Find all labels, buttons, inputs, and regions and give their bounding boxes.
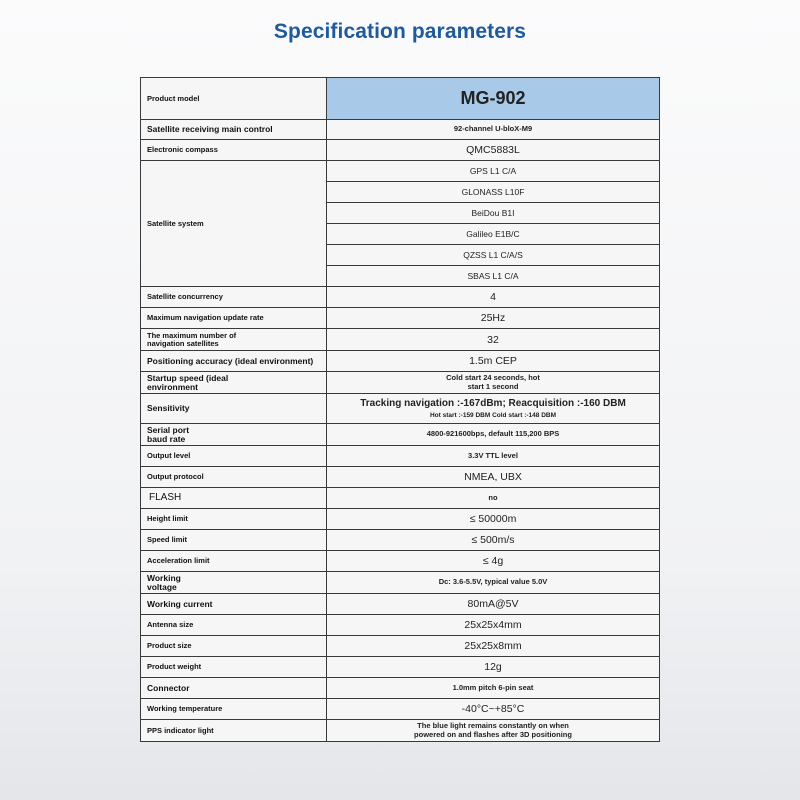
table-row [141,488,660,509]
table-row [141,424,660,446]
table-row [141,372,660,394]
row-label-satellite-system: Satellite system [141,161,327,287]
row-label-working-temperature: Working temperature [141,699,327,720]
row-label-output-protocol: Output protocol [141,467,327,488]
row-value-pps-light-line-1: The blue light remains constantly on when [417,721,569,731]
row-label-pps-light: PPS indicator light [141,720,327,742]
row-value-concurrency: 4 [327,287,660,308]
row-value-max-satellites: 32 [327,329,660,351]
table-row [141,551,660,572]
table-row [141,530,660,551]
row-label-product-model: Product model [141,78,327,120]
table-row [141,636,660,657]
row-label-working-voltage [141,572,327,594]
row-label-startup-speed-line-2: environment [147,381,199,392]
row-label-antenna-size: Antenna size [141,615,327,636]
row-value-flash: no [327,488,660,509]
row-label-baud-rate-line-2: baud rate [147,433,186,444]
row-value-output-protocol: NMEA, UBX [327,467,660,488]
table-row [141,78,660,120]
row-label-update-rate: Maximum navigation update rate [141,308,327,329]
row-value-product-size: 25x25x8mm [327,636,660,657]
row-value-startup-speed [327,372,660,394]
row-value-pps-light-line-2: powered on and flashes after 3D positioning [414,729,572,739]
row-value-satellite-qzss: QZSS L1 C/A/S [327,245,660,266]
row-value-product-weight: 12g [327,657,660,678]
row-value-working-voltage: Dc: 3.6-5.5V, typical value 5.0V [327,572,660,594]
row-label-sensitivity: Sensitivity [141,394,327,424]
row-value-sensitivity-start: Hot start :-159 DBM Cold start :-148 DBM [429,412,557,419]
table-row [141,140,660,161]
table-row [141,594,660,615]
row-label-max-satellites-line-1: The maximum number of [147,330,237,340]
row-value-antenna-size: 25x25x4mm [327,615,660,636]
row-label-startup-speed [141,372,327,394]
row-label-flash: FLASH [141,488,327,509]
row-value-satellite-glonass: GLONASS L10F [327,182,660,203]
table-row [141,699,660,720]
row-value-satellite-sbas: SBAS L1 C/A [327,266,660,287]
row-label-baud-rate-line-1: Serial port [147,424,190,435]
row-value-satellite-gps: GPS L1 C/A [327,161,660,182]
table-row [141,120,660,140]
row-value-output-level: 3.3V TTL level [327,446,660,467]
row-label-acceleration-limit: Acceleration limit [141,551,327,572]
row-label-output-level: Output level [141,446,327,467]
row-value-startup-speed-line-2: start 1 second [467,381,519,391]
row-value-pps-light [327,720,660,742]
row-label-working-current: Working current [141,594,327,615]
table-row [141,615,660,636]
row-value-sensitivity-tracking: Tracking navigation :-167dBm; Reacquisition :-160 DBM [360,398,626,409]
row-value-satellite-galileo: Galileo E1B/C [327,224,660,245]
table-row [141,720,660,742]
row-value-main-control: 92-channel U-bloX-M9 [327,120,660,140]
table-row [141,678,660,699]
row-value-baud-rate: 4800-921600bps, default 115,200 BPS [327,424,660,446]
table-row [141,657,660,678]
row-value-update-rate: 25Hz [327,308,660,329]
table-row [141,509,660,530]
row-value-working-temperature: -40°C~+85°C [327,699,660,720]
row-value-accuracy: 1.5m CEP [327,351,660,372]
table-row [141,287,660,308]
row-label-product-weight: Product weight [141,657,327,678]
row-label-connector: Connector [141,678,327,699]
table-row [141,351,660,372]
row-value-acceleration-limit: ≤ 4g [327,551,660,572]
row-label-baud-rate [141,424,327,446]
table-row [141,467,660,488]
row-value-startup-speed-line-1: Cold start 24 seconds, hot [446,373,540,383]
row-label-speed-limit: Speed limit [141,530,327,551]
row-label-working-voltage-line-1: Working [147,572,181,583]
page-title: Specification parameters [273,20,527,43]
row-value-height-limit: ≤ 50000m [327,509,660,530]
row-label-max-satellites [141,329,327,351]
table-row [141,308,660,329]
table-row [141,446,660,467]
row-label-concurrency: Satellite concurrency [141,287,327,308]
row-label-product-size: Product size [141,636,327,657]
row-label-accuracy: Positioning accuracy (ideal environment) [141,351,327,372]
row-label-height-limit: Height limit [141,509,327,530]
row-value-product-model: MG-902 [327,78,660,120]
row-label-working-voltage-line-2: voltage [147,581,177,592]
row-value-sensitivity [327,394,660,424]
row-label-main-control: Satellite receiving main control [141,120,327,140]
table-row [141,572,660,594]
row-value-working-current: 80mA@5V [327,594,660,615]
row-label-startup-speed-line-1: Startup speed (ideal [147,372,229,383]
row-label-max-satellites-line-2: navigation satellites [147,338,219,348]
row-label-compass: Electronic compass [141,140,327,161]
row-value-connector: 1.0mm pitch 6-pin seat [327,678,660,699]
specification-table [140,77,660,742]
table-row [141,329,660,351]
table-row [141,161,660,182]
row-value-compass: QMC5883L [327,140,660,161]
row-value-satellite-beidou: BeiDou B1I [327,203,660,224]
row-value-speed-limit: ≤ 500m/s [327,530,660,551]
table-row [141,394,660,424]
